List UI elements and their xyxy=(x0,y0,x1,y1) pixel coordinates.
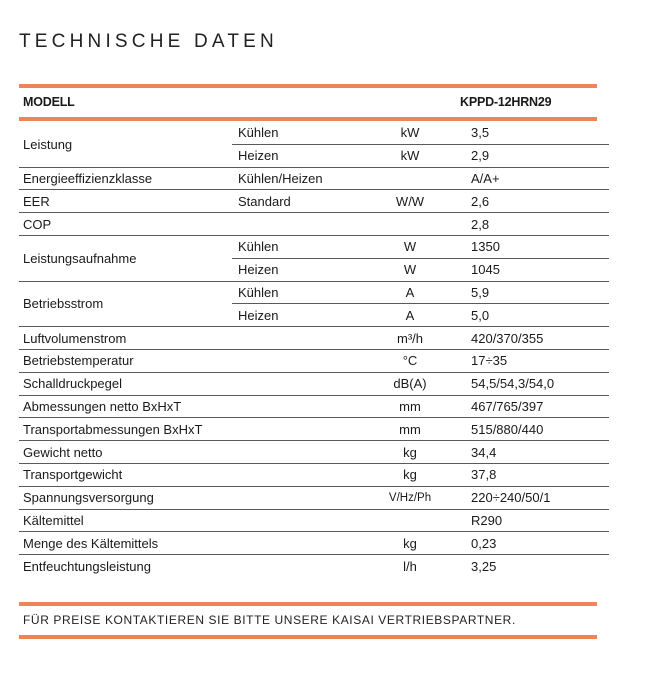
spec-value: 467/765/397 xyxy=(469,395,609,418)
spec-value: 220÷240/50/1 xyxy=(469,486,609,509)
table-header xyxy=(19,88,597,117)
spec-unit xyxy=(351,509,469,532)
spec-value: 2,6 xyxy=(469,190,609,213)
table-row xyxy=(19,441,609,464)
spec-name: Spannungsversorgung xyxy=(19,486,232,509)
table-row xyxy=(19,372,609,395)
spec-variant xyxy=(232,395,351,418)
spec-variant: Standard xyxy=(232,190,351,213)
spec-value: A/A+ xyxy=(469,167,609,190)
spec-unit xyxy=(351,167,469,190)
footer-bottom-rule xyxy=(19,635,597,639)
spec-unit: m³/h xyxy=(351,327,469,350)
model-label: MODELL xyxy=(23,95,75,109)
spec-value: R290 xyxy=(469,509,609,532)
spec-unit: l/h xyxy=(403,558,417,574)
spec-unit: mm xyxy=(351,395,469,418)
spec-variant: Heizen xyxy=(232,144,351,167)
table-row xyxy=(19,190,609,213)
spec-value: 17÷35 xyxy=(469,349,609,372)
table-row xyxy=(19,213,609,236)
spec-variant xyxy=(232,327,351,350)
spec-value: 420/370/355 xyxy=(469,327,609,350)
spec-unit: A xyxy=(351,304,469,327)
spec-value: 5,0 xyxy=(469,304,609,327)
spec-value: 34,4 xyxy=(469,441,609,464)
spec-name: Betriebstemperatur xyxy=(19,349,232,372)
spec-unit: kg xyxy=(351,532,469,555)
spec-name: Abmessungen netto BxHxT xyxy=(19,395,232,418)
spec-name: Entfeuchtungsleistung xyxy=(23,558,151,574)
spec-name: COP xyxy=(19,213,232,236)
spec-variant xyxy=(232,555,351,577)
spec-value: 1350 xyxy=(469,235,609,258)
spec-value: 3,25 xyxy=(471,558,497,574)
table-row xyxy=(19,167,609,190)
spec-variant: Heizen xyxy=(232,258,351,281)
spec-variant xyxy=(232,463,351,486)
table-row xyxy=(19,463,609,486)
spec-name: Leistung xyxy=(19,122,232,167)
spec-value: 3,5 xyxy=(469,122,609,144)
spec-name: Energieeffizienzklasse xyxy=(19,167,232,190)
spec-value: 5,9 xyxy=(469,281,609,304)
spec-variant: Kühlen/Heizen xyxy=(232,167,351,190)
spec-variant xyxy=(232,372,351,395)
table-row xyxy=(19,486,609,509)
table-row xyxy=(19,281,609,304)
spec-unit: W xyxy=(351,258,469,281)
header-bottom-rule xyxy=(19,117,597,121)
spec-value: 0,23 xyxy=(469,532,609,555)
spec-name: Schalldruckpegel xyxy=(19,372,232,395)
spec-unit: mm xyxy=(351,418,469,441)
spec-name: Luftvolumenstrom xyxy=(19,327,232,350)
spec-name: Transportabmessungen BxHxT xyxy=(19,418,232,441)
table-row xyxy=(19,235,609,258)
spec-table xyxy=(19,122,609,577)
spec-unit: W/W xyxy=(351,190,469,213)
spec-unit: °C xyxy=(351,349,469,372)
spec-value: 54,5/54,3/54,0 xyxy=(469,372,609,395)
spec-variant xyxy=(232,349,351,372)
table-row xyxy=(19,532,609,555)
spec-variant xyxy=(232,532,351,555)
spec-variant: Kühlen xyxy=(232,122,351,144)
spec-name: EER xyxy=(19,190,232,213)
spec-value: 515/880/440 xyxy=(469,418,609,441)
spec-unit xyxy=(351,213,469,236)
spec-variant xyxy=(232,509,351,532)
spec-name: Betriebsstrom xyxy=(19,281,232,327)
spec-value: 2,9 xyxy=(469,144,609,167)
spec-unit: A xyxy=(351,281,469,304)
spec-variant xyxy=(232,486,351,509)
spec-name: Kältemittel xyxy=(19,509,232,532)
spec-variant xyxy=(232,418,351,441)
spec-variant: Kühlen xyxy=(232,235,351,258)
spec-name: Leistungsaufnahme xyxy=(19,235,232,281)
spec-value: 2,8 xyxy=(469,213,609,236)
spec-value: 37,8 xyxy=(469,463,609,486)
spec-unit: kg xyxy=(351,463,469,486)
table-row xyxy=(19,555,609,577)
spec-variant: Heizen xyxy=(232,304,351,327)
spec-unit: kg xyxy=(351,441,469,464)
page-title: TECHNISCHE DATEN xyxy=(19,31,278,52)
spec-name: Menge des Kältemittels xyxy=(19,532,232,555)
footer-top-rule xyxy=(19,602,597,606)
spec-unit: W xyxy=(351,235,469,258)
spec-unit: kW xyxy=(351,144,469,167)
table-row xyxy=(19,418,609,441)
spec-name: Transportgewicht xyxy=(19,463,232,486)
footer-note: FÜR PREISE KONTAKTIEREN SIE BITTE UNSERE KAISAI VERTRIEBSPARTNER. xyxy=(23,613,516,627)
table-row xyxy=(19,349,609,372)
table-row xyxy=(19,327,609,350)
table-row xyxy=(19,122,609,144)
spec-variant: Kühlen xyxy=(232,281,351,304)
table-row xyxy=(19,509,609,532)
spec-unit: kW xyxy=(351,122,469,144)
table-row xyxy=(19,395,609,418)
spec-name: Gewicht netto xyxy=(19,441,232,464)
spec-variant xyxy=(232,441,351,464)
spec-variant xyxy=(232,213,351,236)
spec-unit: dB(A) xyxy=(351,372,469,395)
spec-unit: V/Hz/Ph xyxy=(351,486,469,509)
spec-value: 1045 xyxy=(469,258,609,281)
model-value: KPPD-12HRN29 xyxy=(460,95,552,109)
